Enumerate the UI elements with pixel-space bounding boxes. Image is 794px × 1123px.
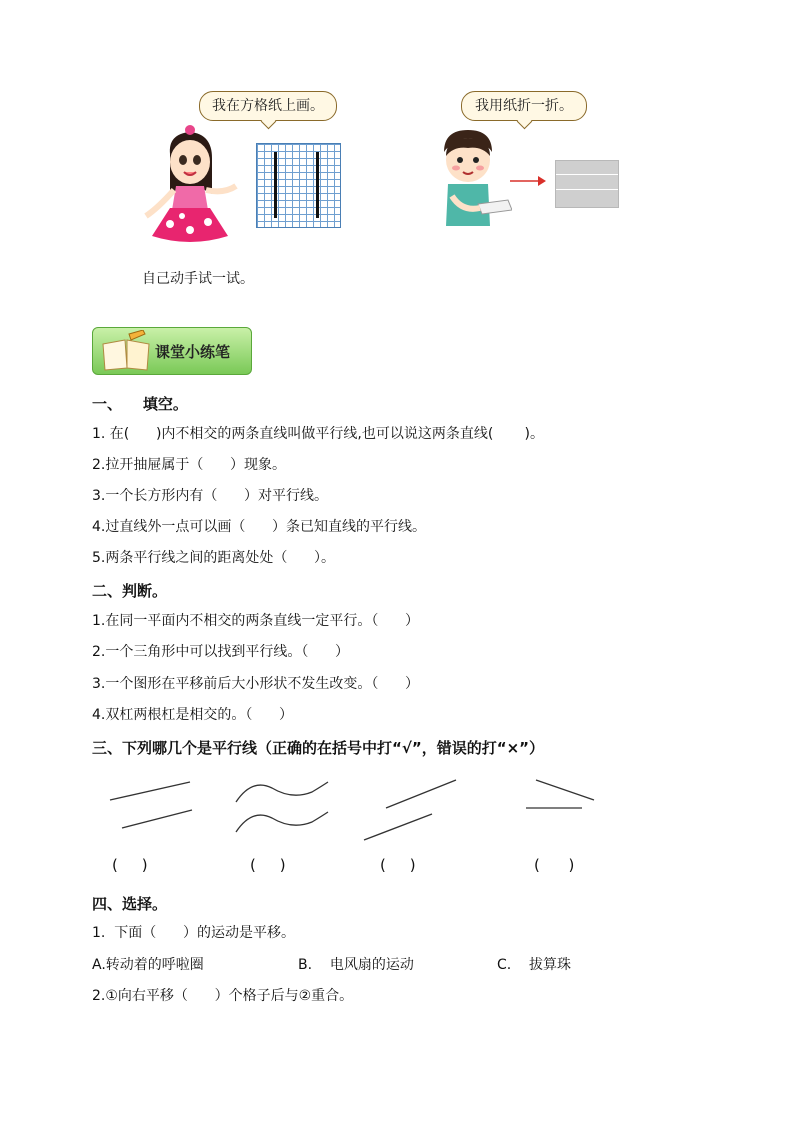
practice-badge	[92, 327, 252, 375]
judge-item-2: 2.一个三角形中可以找到平行线。（ ）	[92, 644, 350, 660]
practice-badge-label: 课堂小练笔	[155, 343, 231, 361]
judge-item-1: 1.在同一平面内不相交的两条直线一定平行。（ ）	[92, 613, 420, 629]
choice-question-1: 1. 下面（ ）的运动是平移。	[92, 925, 295, 941]
speech-bubble-girl-text: 我在方格纸上画。	[212, 98, 324, 114]
book-pencil-icon	[99, 330, 155, 372]
fill-blank-item-5: 5.两条平行线之间的距离处处（ ）。	[92, 550, 336, 566]
arrow-icon	[510, 175, 546, 187]
answer-paren-3[interactable]: ( )	[380, 856, 416, 874]
grid-paper	[256, 143, 341, 228]
answer-paren-4[interactable]: ( )	[534, 856, 575, 874]
line-figures	[100, 770, 610, 845]
answer-paren-2[interactable]: ( )	[250, 856, 286, 874]
speech-bubble-girl	[199, 91, 337, 121]
speech-bubble-boy-text: 我用纸折一折。	[475, 98, 573, 114]
fill-blank-item-4: 4.过直线外一点可以画（ ）条已知直线的平行线。	[92, 519, 427, 535]
boy-illustration	[432, 126, 512, 228]
section-choice-title: 四、选择。	[92, 895, 168, 913]
speech-bubble-boy	[461, 91, 587, 121]
folded-paper	[555, 160, 619, 208]
choice-option-c: C. 拔算珠	[497, 957, 572, 973]
fill-blank-item-1: 1. 在( )内不相交的两条直线叫做平行线,也可以说这两条直线( )。	[92, 426, 544, 442]
girl-illustration	[140, 124, 260, 252]
fill-blank-item-2: 2.拉开抽屉属于（ ）现象。	[92, 457, 287, 473]
judge-item-4: 4.双杠两根杠是相交的。（ ）	[92, 707, 294, 723]
choice-question-2: 2.①向右平移（ ）个格子后与②重合。	[92, 988, 354, 1004]
figure-a-lines	[110, 782, 192, 828]
section-parallel-title: 三、下列哪几个是平行线（正确的在括号中打“√”，错误的打“×”）	[92, 739, 545, 757]
choice-option-b: B. 电风扇的运动	[298, 957, 414, 973]
judge-item-3: 3.一个图形在平移前后大小形状不发生改变。（ ）	[92, 676, 420, 692]
figure-d-lines	[526, 780, 594, 808]
try-it-text: 自己动手试一试。	[142, 271, 254, 287]
section-judge-title: 二、判断。	[92, 582, 168, 600]
choice-option-a: A.转动着的呼啦圈	[92, 957, 204, 973]
figure-b-curves	[236, 782, 328, 832]
grid-parallel-line-1	[274, 152, 277, 218]
section-fill-blank-title: 一、 填空。	[92, 395, 188, 413]
fill-blank-item-3: 3.一个长方形内有（ ）对平行线。	[92, 488, 329, 504]
figure-c-lines	[364, 780, 456, 840]
grid-parallel-line-2	[316, 152, 319, 218]
answer-paren-1[interactable]: ( )	[112, 856, 148, 874]
